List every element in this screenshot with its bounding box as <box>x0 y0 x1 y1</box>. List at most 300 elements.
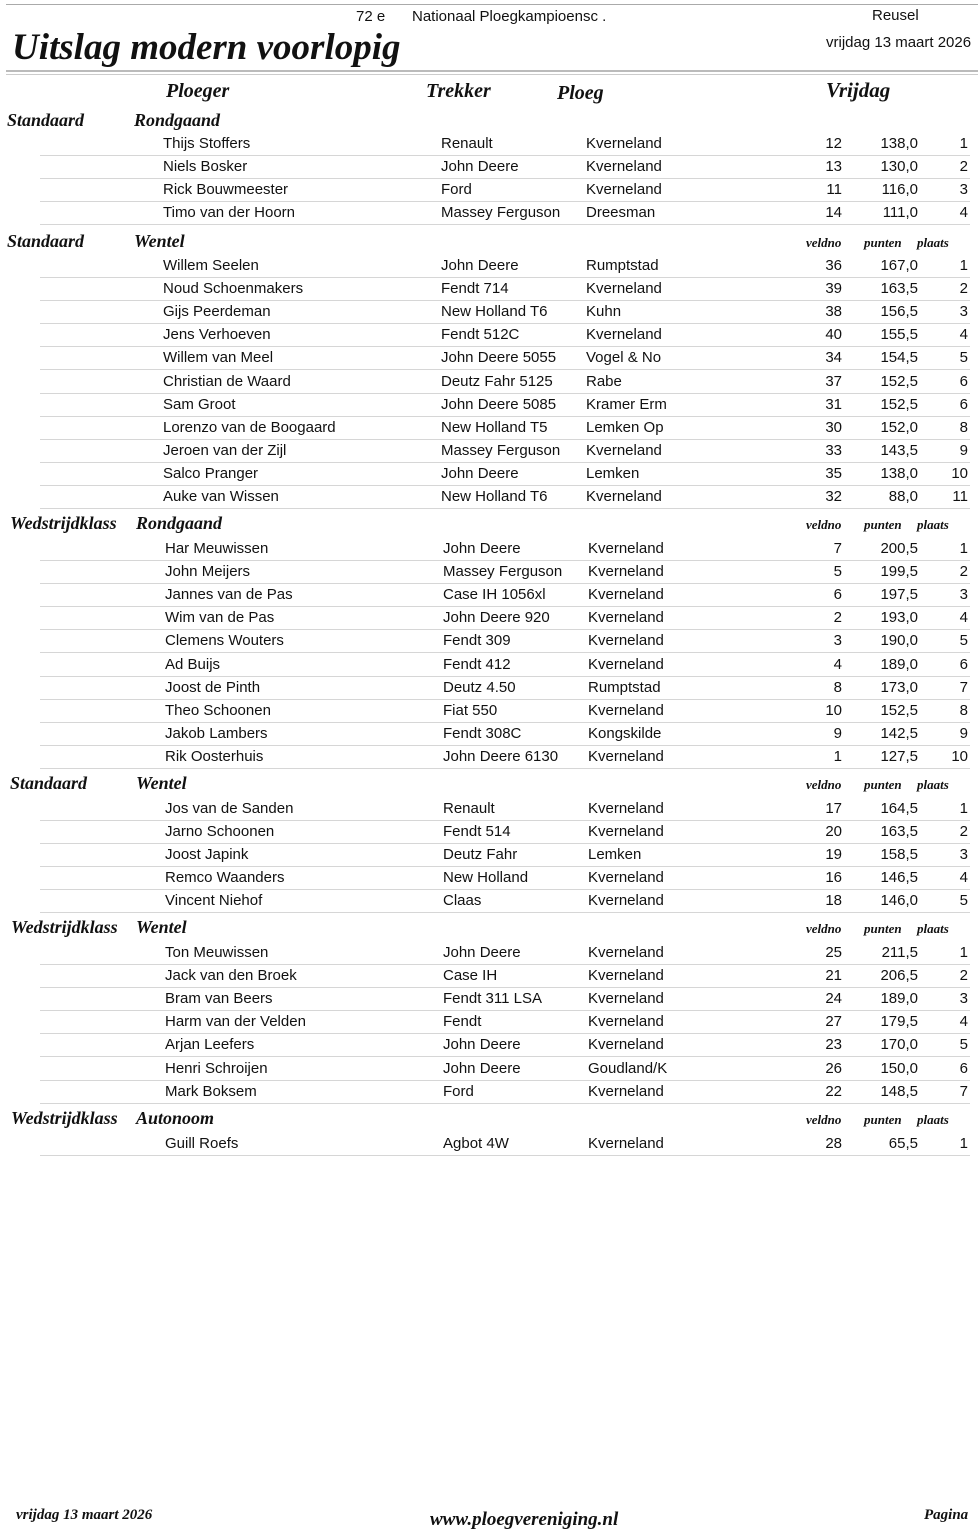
cell-punten: 158,5 <box>880 846 918 864</box>
cell-plaats: 5 <box>959 1036 968 1054</box>
sub-label-plaats: plaats <box>917 1112 949 1127</box>
cell-ploeger-name: Henri Schroijen <box>165 1059 268 1077</box>
cell-ploeger-name: Niels Bosker <box>163 158 248 176</box>
sub-label-punten: punten <box>864 517 902 532</box>
cell-ploeg: Kramer Erm <box>586 395 667 413</box>
cell-trekker: Deutz Fahr 5125 <box>441 372 553 390</box>
table-row <box>0 156 978 179</box>
cell-veldno: 22 <box>825 1082 842 1100</box>
cell-veldno: 3 <box>833 632 842 650</box>
cell-veldno: 40 <box>825 326 842 344</box>
cell-punten: 170,0 <box>880 1036 918 1054</box>
cell-veldno: 4 <box>833 655 842 673</box>
event-name: Nationaal Ploegkampioensc . <box>412 8 607 25</box>
table-row <box>0 821 978 844</box>
sub-label-punten: punten <box>864 921 902 936</box>
cell-trekker: Agbot 4W <box>443 1135 509 1152</box>
cell-ploeg: Kverneland <box>588 869 664 887</box>
cell-ploeger-name: Ton Meuwissen <box>165 944 269 961</box>
sub-label-veldno: veldno <box>806 517 842 532</box>
cell-ploeger-name: Jens Verhoeven <box>163 326 271 344</box>
cell-ploeg: Kverneland <box>588 655 664 673</box>
cell-punten: 152,0 <box>880 418 918 436</box>
section-header <box>0 1108 978 1134</box>
cell-punten: 143,5 <box>880 441 918 459</box>
cell-ploeg: Kverneland <box>586 488 662 505</box>
cell-punten: 197,5 <box>880 586 918 604</box>
cell-punten: 111,0 <box>882 204 918 222</box>
cell-ploeger-name: Theo Schoonen <box>165 701 271 719</box>
cell-punten: 88,0 <box>888 488 918 505</box>
cell-trekker: Massey Ferguson <box>443 563 563 581</box>
cell-veldno: 5 <box>833 563 842 581</box>
cell-ploeger-name: Ad Buijs <box>165 655 221 673</box>
cell-plaats: 7 <box>959 678 968 696</box>
cell-punten: 146,5 <box>880 869 918 887</box>
cell-punten: 156,5 <box>880 303 918 321</box>
cell-trekker: New Holland T5 <box>441 418 548 436</box>
table-row <box>0 677 978 700</box>
cell-veldno: 31 <box>825 395 842 413</box>
cell-ploeger-name: Christian de Waard <box>163 372 291 390</box>
cell-punten: 127,5 <box>880 747 918 765</box>
cell-ploeger-name: Salco Pranger <box>163 464 259 482</box>
table-row <box>0 965 978 988</box>
cell-trekker: Fendt 514 <box>443 823 511 841</box>
cell-ploeger-name: Lorenzo van de Boogaard <box>163 418 336 436</box>
cell-trekker: Fiat 550 <box>443 701 498 719</box>
cell-ploeger-name: Vincent Niehof <box>165 892 263 910</box>
table-row <box>0 798 978 821</box>
cell-veldno: 16 <box>825 869 842 887</box>
cell-veldno: 20 <box>825 823 842 841</box>
cell-ploeg: Kverneland <box>588 1135 664 1152</box>
table-row <box>0 630 978 653</box>
table-row <box>0 133 978 156</box>
cell-ploeger-name: Mark Boksem <box>165 1082 257 1100</box>
table-row <box>0 942 978 965</box>
cell-plaats: 2 <box>959 823 968 841</box>
table-row <box>0 371 978 394</box>
cell-veldno: 9 <box>833 724 842 742</box>
cell-plaats: 4 <box>959 326 968 344</box>
cell-trekker: Fendt 309 <box>443 632 511 650</box>
cell-veldno: 13 <box>825 158 842 176</box>
table-row <box>0 890 978 913</box>
cell-ploeg: Lemken <box>588 846 642 864</box>
table-row <box>0 723 978 746</box>
cell-trekker: Case IH 1056xl <box>443 586 546 604</box>
cell-veldno: 26 <box>825 1059 842 1077</box>
cell-ploeg: Kongskilde <box>588 724 662 742</box>
cell-punten: 193,0 <box>880 609 918 627</box>
table-row <box>0 301 978 324</box>
section-type: Autonoom <box>136 1108 215 1128</box>
cell-trekker: Ford <box>441 181 472 199</box>
section-class: Wedstrijdklass <box>10 513 117 533</box>
cell-plaats: 7 <box>959 1082 968 1100</box>
cell-punten: 65,5 <box>888 1135 918 1152</box>
table-row <box>0 607 978 630</box>
edition-number: 72 e <box>356 8 386 25</box>
cell-trekker: John Deere 5085 <box>441 395 557 413</box>
cell-plaats: 10 <box>951 747 968 765</box>
cell-punten: 152,5 <box>880 701 918 719</box>
cell-plaats: 6 <box>959 395 968 413</box>
cell-plaats: 1 <box>959 540 968 557</box>
cell-trekker: Fendt 714 <box>441 280 509 298</box>
table-row <box>0 417 978 440</box>
cell-veldno: 33 <box>825 441 842 459</box>
cell-veldno: 39 <box>825 280 842 298</box>
cell-trekker: John Deere <box>441 464 519 482</box>
table-row <box>0 202 978 225</box>
cell-plaats: 4 <box>959 1013 968 1031</box>
cell-ploeg: Kverneland <box>588 609 664 627</box>
cell-plaats: 1 <box>959 1135 968 1152</box>
cell-ploeger-name: Bram van Beers <box>165 990 273 1008</box>
cell-plaats: 5 <box>959 892 968 910</box>
sub-label-plaats: plaats <box>917 235 949 250</box>
cell-trekker: Deutz 4.50 <box>443 678 516 696</box>
cell-trekker: Fendt 311 LSA <box>443 990 542 1008</box>
sub-label-veldno: veldno <box>806 777 842 792</box>
cell-plaats: 5 <box>959 349 968 367</box>
cell-trekker: John Deere <box>443 944 521 961</box>
cell-ploeger-name: Jarno Schoonen <box>165 823 275 841</box>
table-row <box>0 844 978 867</box>
cell-trekker: Massey Ferguson <box>441 441 561 459</box>
cell-ploeg: Kverneland <box>586 441 662 459</box>
cell-trekker: John Deere <box>443 1036 521 1054</box>
cell-ploeg: Kverneland <box>586 181 662 199</box>
section-type: Wentel <box>136 917 187 937</box>
cell-trekker: John Deere <box>443 540 521 557</box>
cell-veldno: 1 <box>833 747 842 765</box>
cell-ploeg: Dreesman <box>586 204 656 222</box>
footer-date: vrijdag 13 maart 2026 <box>16 1507 153 1523</box>
cell-plaats: 4 <box>959 204 968 222</box>
section-class: Standaard <box>10 773 88 793</box>
cell-trekker: Claas <box>443 892 482 910</box>
cell-ploeg: Kverneland <box>588 967 664 985</box>
cell-trekker: Massey Ferguson <box>441 204 561 222</box>
cell-punten: 148,5 <box>880 1082 918 1100</box>
cell-ploeg: Kverneland <box>586 280 662 298</box>
cell-plaats: 1 <box>959 135 968 152</box>
cell-plaats: 6 <box>959 1059 968 1077</box>
table-row <box>0 1011 978 1034</box>
cell-ploeg: Kverneland <box>586 326 662 344</box>
cell-plaats: 3 <box>959 990 968 1008</box>
cell-plaats: 6 <box>959 655 968 673</box>
cell-trekker: New Holland <box>443 869 529 887</box>
cell-ploeger-name: Remco Waanders <box>165 869 285 887</box>
cell-ploeg: Rabe <box>586 372 622 390</box>
cell-ploeger-name: Jeroen van der Zijl <box>163 441 287 459</box>
cell-veldno: 37 <box>825 372 842 390</box>
column-header-trekker: Trekker <box>426 80 491 102</box>
cell-ploeg: Rumptstad <box>586 257 659 274</box>
cell-ploeger-name: Jannes van de Pas <box>165 586 293 604</box>
table-row <box>0 1081 978 1104</box>
cell-punten: 211,5 <box>881 944 918 961</box>
cell-punten: 179,5 <box>880 1013 918 1031</box>
section-header <box>0 231 978 257</box>
cell-ploeg: Rumptstad <box>588 678 661 696</box>
cell-plaats: 11 <box>952 488 968 505</box>
sub-label-punten: punten <box>864 777 902 792</box>
cell-trekker: John Deere 5055 <box>441 349 557 367</box>
cell-ploeg: Lemken Op <box>586 418 664 436</box>
cell-punten: 173,0 <box>880 678 918 696</box>
cell-veldno: 6 <box>833 586 842 604</box>
sub-label-plaats: plaats <box>917 921 949 936</box>
cell-trekker: John Deere <box>441 257 519 274</box>
cell-ploeger-name: Clemens Wouters <box>165 632 284 650</box>
cell-ploeger-name: John Meijers <box>165 563 251 581</box>
cell-ploeger-name: Jack van den Broek <box>165 967 297 985</box>
column-header-ploeger: Ploeger <box>166 80 230 102</box>
cell-veldno: 11 <box>826 181 842 199</box>
cell-ploeger-name: Joost Japink <box>165 846 249 864</box>
cell-plaats: 3 <box>959 181 968 199</box>
cell-punten: 163,5 <box>880 280 918 298</box>
section-header <box>0 917 978 943</box>
page-title: Uitslag modern voorlopig <box>12 27 401 68</box>
cell-punten: 152,5 <box>880 372 918 390</box>
cell-plaats: 6 <box>959 372 968 390</box>
cell-plaats: 3 <box>959 303 968 321</box>
cell-plaats: 2 <box>959 967 968 985</box>
cell-ploeg: Lemken <box>586 464 640 482</box>
cell-ploeger-name: Gijs Peerdeman <box>163 303 271 321</box>
cell-ploeg: Kverneland <box>588 1082 664 1100</box>
cell-ploeg: Kverneland <box>588 701 664 719</box>
location: Reusel <box>872 7 919 24</box>
cell-ploeg: Kverneland <box>588 892 664 910</box>
table-row <box>0 440 978 463</box>
cell-plaats: 8 <box>959 418 968 436</box>
cell-plaats: 1 <box>959 944 968 961</box>
cell-punten: 138,0 <box>880 464 918 482</box>
cell-ploeg: Kverneland <box>588 632 664 650</box>
cell-ploeger-name: Jakob Lambers <box>165 724 268 742</box>
table-row <box>0 278 978 301</box>
cell-veldno: 21 <box>825 967 842 985</box>
cell-trekker: Ford <box>443 1082 474 1100</box>
cell-veldno: 35 <box>825 464 842 482</box>
cell-trekker: John Deere 920 <box>443 609 550 627</box>
cell-veldno: 38 <box>825 303 842 321</box>
cell-trekker: Fendt 512C <box>441 326 520 344</box>
cell-plaats: 2 <box>959 158 968 176</box>
cell-punten: 163,5 <box>880 823 918 841</box>
cell-ploeg: Kverneland <box>588 1036 664 1054</box>
cell-plaats: 9 <box>959 724 968 742</box>
cell-veldno: 12 <box>825 135 842 152</box>
cell-trekker: Deutz Fahr <box>443 846 518 864</box>
cell-trekker: Fendt <box>443 1013 482 1031</box>
cell-veldno: 7 <box>833 540 842 557</box>
section-type: Wentel <box>136 773 187 793</box>
cell-ploeg: Kverneland <box>588 990 664 1008</box>
cell-ploeger-name: Har Meuwissen <box>165 540 269 557</box>
sub-label-punten: punten <box>864 235 902 250</box>
table-row <box>0 867 978 890</box>
table-row <box>0 654 978 677</box>
section-type: Rondgaand <box>136 513 223 533</box>
table-row <box>0 584 978 607</box>
cell-ploeger-name: Noud Schoenmakers <box>163 280 304 298</box>
cell-trekker: New Holland T6 <box>441 303 548 321</box>
cell-trekker: Case IH <box>443 967 498 985</box>
cell-punten: 116,0 <box>881 181 918 199</box>
cell-veldno: 28 <box>825 1135 842 1152</box>
cell-ploeg: Kverneland <box>588 944 664 961</box>
cell-veldno: 23 <box>825 1036 842 1054</box>
cell-trekker: John Deere 6130 <box>443 747 559 765</box>
cell-ploeger-name: Willem Seelen <box>163 257 259 274</box>
sub-label-punten: punten <box>864 1112 902 1127</box>
table-row <box>0 1133 978 1156</box>
section-class: Wedstrijdklass <box>11 917 118 937</box>
cell-veldno: 14 <box>825 204 842 222</box>
cell-punten: 190,0 <box>880 632 918 650</box>
table-row <box>0 1058 978 1081</box>
cell-ploeger-name: Guill Roefs <box>165 1135 239 1152</box>
cell-ploeger-name: Harm van der Velden <box>165 1013 306 1031</box>
cell-plaats: 1 <box>959 257 968 274</box>
table-row <box>0 561 978 584</box>
table-row <box>0 347 978 370</box>
cell-punten: 199,5 <box>880 563 918 581</box>
cell-trekker: Fendt 412 <box>443 655 511 673</box>
cell-veldno: 34 <box>825 349 842 367</box>
cell-veldno: 2 <box>833 609 842 627</box>
cell-ploeger-name: Thijs Stoffers <box>163 135 251 152</box>
table-row <box>0 988 978 1011</box>
cell-ploeger-name: Willem van Meel <box>163 349 274 367</box>
sub-label-veldno: veldno <box>806 235 842 250</box>
cell-plaats: 2 <box>959 280 968 298</box>
cell-punten: 167,0 <box>880 257 918 274</box>
table-row <box>0 463 978 486</box>
cell-plaats: 9 <box>959 441 968 459</box>
cell-veldno: 27 <box>825 1013 842 1031</box>
cell-ploeger-name: Sam Groot <box>163 395 236 413</box>
section-header <box>0 513 978 539</box>
cell-punten: 155,5 <box>880 326 918 344</box>
cell-ploeg: Kverneland <box>588 1013 664 1031</box>
cell-punten: 189,0 <box>880 655 918 673</box>
cell-veldno: 19 <box>825 846 842 864</box>
cell-ploeger-name: Wim van de Pas <box>165 609 275 627</box>
table-row <box>0 700 978 723</box>
section-type: Rondgaand <box>134 110 221 130</box>
cell-veldno: 8 <box>833 678 842 696</box>
sub-label-plaats: plaats <box>917 777 949 792</box>
header-date: vrijdag 13 maart 2026 <box>826 34 972 51</box>
cell-trekker: John Deere <box>443 1059 521 1077</box>
footer-url: www.ploegvereniging.nl <box>430 1509 619 1530</box>
cell-trekker: John Deere <box>441 158 519 176</box>
cell-ploeger-name: Rik Oosterhuis <box>165 747 264 765</box>
cell-ploeger-name: Jos van de Sanden <box>165 800 294 817</box>
cell-punten: 142,5 <box>880 724 918 742</box>
cell-veldno: 25 <box>825 944 842 961</box>
sub-label-veldno: veldno <box>806 1112 842 1127</box>
cell-plaats: 3 <box>959 846 968 864</box>
cell-ploeger-name: Rick Bouwmeester <box>163 181 289 199</box>
section-type: Wentel <box>134 231 185 251</box>
cell-ploeg: Kverneland <box>588 563 664 581</box>
cell-trekker: New Holland T6 <box>441 488 548 505</box>
cell-punten: 206,5 <box>880 967 918 985</box>
section-class: Wedstrijdklass <box>11 1108 118 1128</box>
cell-veldno: 24 <box>825 990 842 1008</box>
cell-ploeg: Goudland/K <box>588 1059 668 1077</box>
table-row <box>0 255 978 278</box>
cell-ploeg: Kverneland <box>588 800 664 817</box>
cell-plaats: 10 <box>951 464 968 482</box>
cell-ploeg: Kuhn <box>586 303 622 321</box>
cell-ploeg: Vogel & No <box>586 349 662 367</box>
cell-ploeger-name: Timo van der Hoorn <box>163 204 295 222</box>
cell-plaats: 2 <box>959 563 968 581</box>
footer-page: Pagina <box>924 1507 969 1523</box>
cell-plaats: 3 <box>959 586 968 604</box>
table-row <box>0 394 978 417</box>
cell-veldno: 10 <box>825 701 842 719</box>
section-header <box>0 773 978 799</box>
cell-punten: 189,0 <box>880 990 918 1008</box>
table-row <box>0 746 978 769</box>
cell-ploeger-name: Arjan Leefers <box>165 1036 255 1054</box>
column-header-ploeg: Ploeg <box>557 82 604 104</box>
table-row <box>0 179 978 202</box>
table-row <box>0 538 978 561</box>
cell-plaats: 4 <box>959 609 968 627</box>
cell-ploeg: Kverneland <box>588 586 664 604</box>
cell-punten: 146,0 <box>880 892 918 910</box>
cell-ploeg: Kverneland <box>586 135 662 152</box>
cell-ploeg: Kverneland <box>588 747 664 765</box>
cell-trekker: Renault <box>441 135 493 152</box>
cell-ploeg: Kverneland <box>588 823 664 841</box>
cell-punten: 150,0 <box>880 1059 918 1077</box>
cell-plaats: 1 <box>959 800 968 817</box>
section-class: Standaard <box>7 110 85 130</box>
sub-label-veldno: veldno <box>806 921 842 936</box>
sub-label-plaats: plaats <box>917 517 949 532</box>
cell-ploeg: Kverneland <box>588 540 664 557</box>
cell-trekker: Renault <box>443 800 495 817</box>
cell-punten: 138,0 <box>880 135 918 152</box>
cell-plaats: 8 <box>959 701 968 719</box>
cell-trekker: Fendt 308C <box>443 724 522 742</box>
cell-punten: 152,5 <box>880 395 918 413</box>
cell-punten: 164,5 <box>880 800 918 817</box>
cell-punten: 200,5 <box>880 540 918 557</box>
cell-veldno: 36 <box>825 257 842 274</box>
cell-plaats: 4 <box>959 869 968 887</box>
cell-ploeg: Kverneland <box>586 158 662 176</box>
cell-veldno: 18 <box>825 892 842 910</box>
cell-veldno: 17 <box>825 800 842 817</box>
cell-punten: 130,0 <box>880 158 918 176</box>
cell-plaats: 5 <box>959 632 968 650</box>
